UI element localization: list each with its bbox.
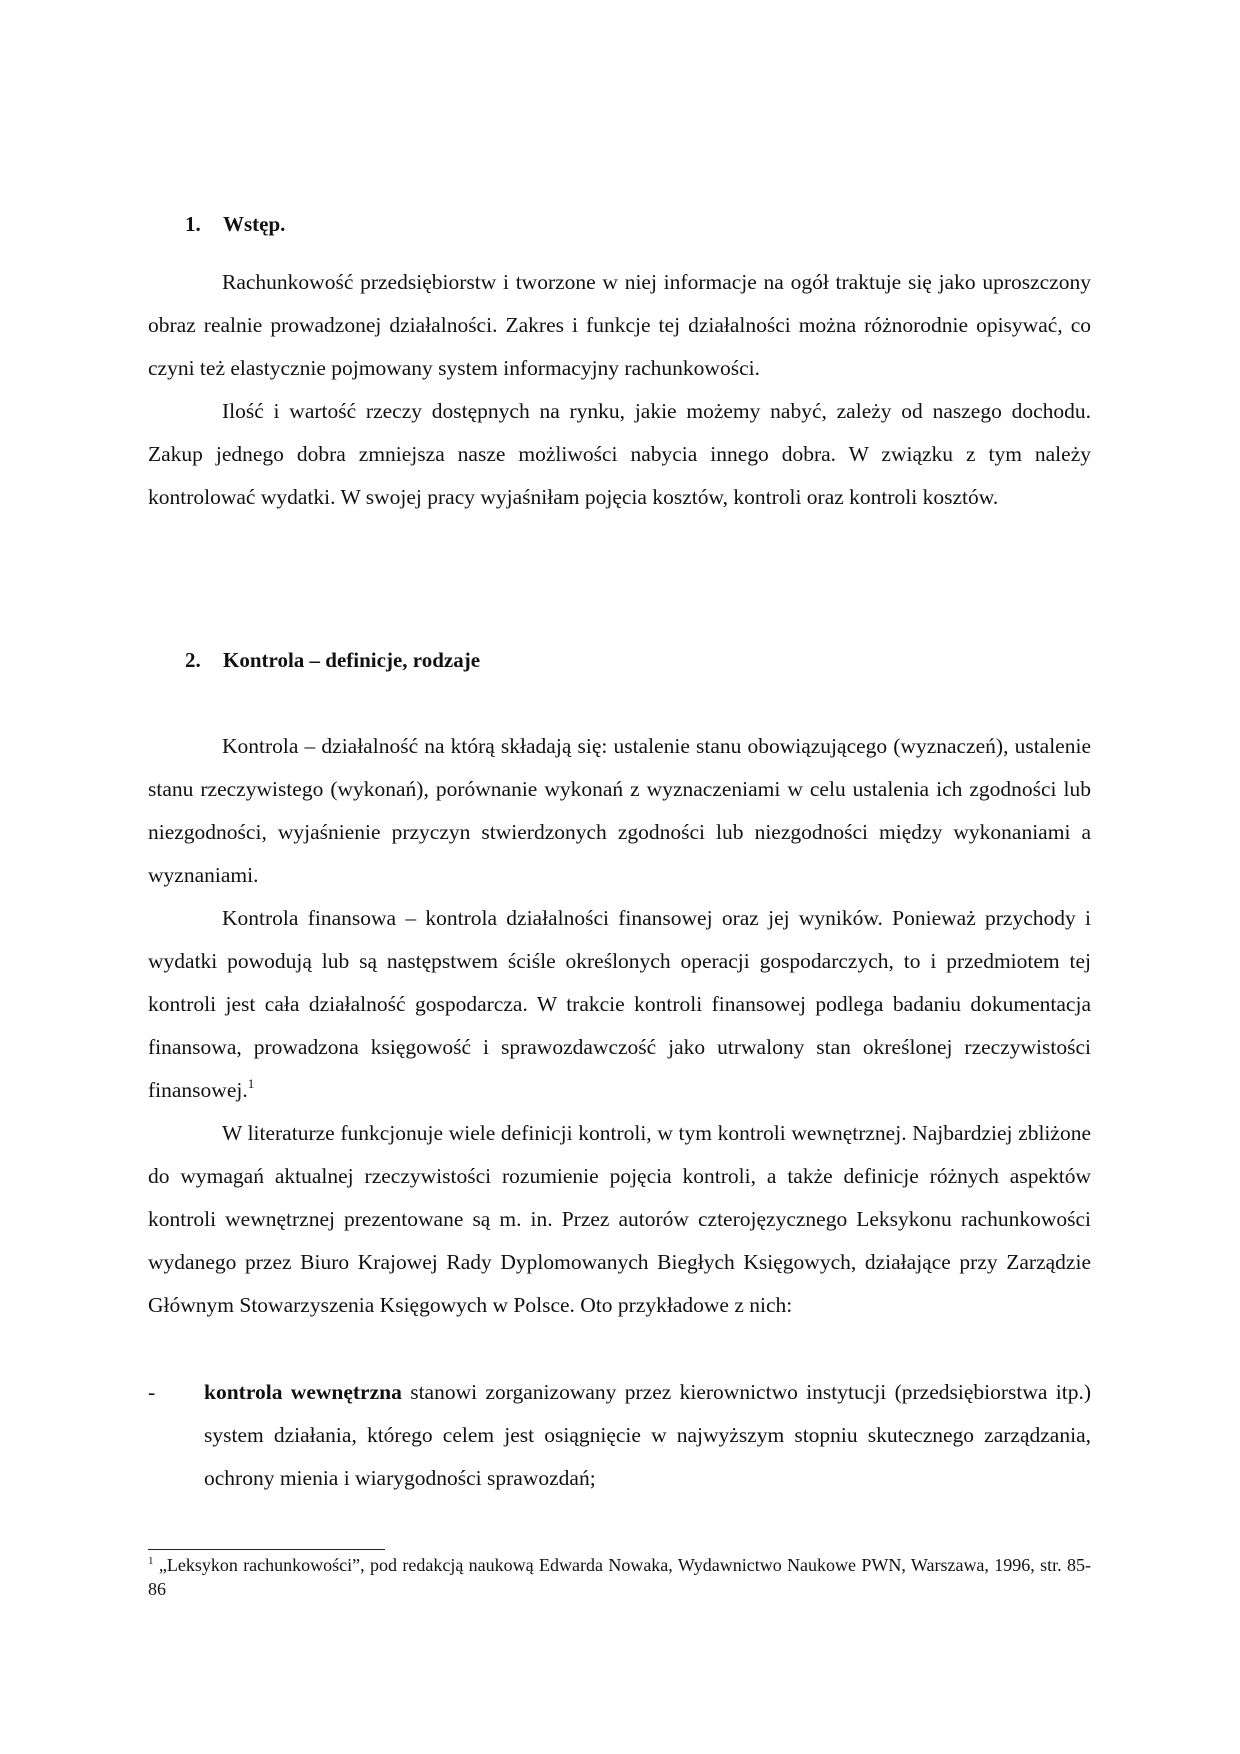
footnote-text: „Leksykon rachunkowości”, pod redakcją naukową Edwarda Nowaka, Wydawnictwo Naukowe PWN, Warszawa, 1996, str. 85-86 <box>148 1555 1091 1599</box>
footnote-reference[interactable]: 1 <box>247 1076 255 1091</box>
section-2-title: Kontrola – definicje, rodzaje <box>223 648 481 672</box>
definition-kontrola-finansowa-text: Kontrola finansowa – kontrola działalności finansowej oraz jej wyników. Ponieważ przychody i wydatki powodują lub są następstwem ściśle określonych operacji gospodarczych, to i przedmiotem tej kontroli jest cała działalność gospodarcza. W trakcie kontroli finansowej podlega badaniu dokumentacja finansowa, prowadzona księgowość i sprawozdawczość jako utrwalony stan określonej rzeczywistości finansowej. <box>148 906 1091 1102</box>
bullet-dash: - <box>148 1380 156 1404</box>
section-2-body <box>148 725 1091 1327</box>
footnote-separator <box>148 1549 385 1550</box>
section-1-paragraph: Ilość i wartość rzeczy dostępnych na rynku, jakie możemy nabyć, zależy od naszego dochodu. Zakup jednego dobra zmniejsza nasze możliwości nabycia innego dobra. W związku z tym należy kontrolować wydatki. W swojej pracy wyjaśniłam pojęcia kosztów, kontroli oraz kontroli kosztów. <box>148 399 1091 509</box>
bullet-text <box>204 1371 1091 1500</box>
footnote <box>148 1553 1091 1601</box>
footnote-number: 1 <box>148 1555 154 1567</box>
section-2-heading <box>185 646 480 674</box>
definition-kontrola-finansowa <box>148 897 1091 1112</box>
bullet-description: stanowi zorganizowany przez kierownictwo instytucji (przedsiębiorstwa itp.) system działania, którego celem jest osiągnięcie w najwyższym stopniu skutecznego zarządzania, ochrony mienia i wiarygodności sprawozdań; <box>204 1380 1091 1490</box>
section-2-number: 2. <box>185 648 201 672</box>
definition-kontrola: Kontrola – działalność na którą składają się: ustalenie stanu obowiązującego (wyznaczeń), ustalenie stanu rzeczywistego (wykonań), porównanie wykonań z wyznaczeniami w celu ustalenia ich zgodności lub niezgodności, wyjaśnienie przyczyn stwierdzonych zgodności lub niezgodności między wykonaniami a wyznaniami. <box>148 734 1091 887</box>
section-1-body <box>148 261 1091 519</box>
section-1-number: 1. <box>185 212 201 236</box>
literature-paragraph: W literaturze funkcjonuje wiele definicji kontroli, w tym kontroli wewnętrznej. Najbardziej zbliżone do wymagań aktualnej rzeczywistości rozumienie pojęcia kontroli, a także definicje różnych aspektów kontroli wewnętrznej prezentowane są m. in. Przez autorów czterojęzycznego Leksykonu rachunkowości wydanego przez Biuro Krajowej Rady Dyplomowanych Biegłych Księgowych, działające przy Zarządzie Głównym Stowarzyszenia Księgowych w Polsce. Oto przykładowe z nich: <box>148 1121 1091 1317</box>
section-1-heading <box>185 210 285 238</box>
bullet-term: kontrola wewnętrzna <box>204 1380 402 1404</box>
bullet-item <box>148 1371 1091 1500</box>
section-1-paragraph: Rachunkowość przedsiębiorstw i tworzone w niej informacje na ogół traktuje się jako uproszczony obraz realnie prowadzonej działalności. Zakres i funkcje tej działalności można różnorodnie opisywać, co czyni też elastycznie pojmowany system informacyjny rachunkowości. <box>148 270 1091 380</box>
section-1-title: Wstęp. <box>223 212 286 236</box>
